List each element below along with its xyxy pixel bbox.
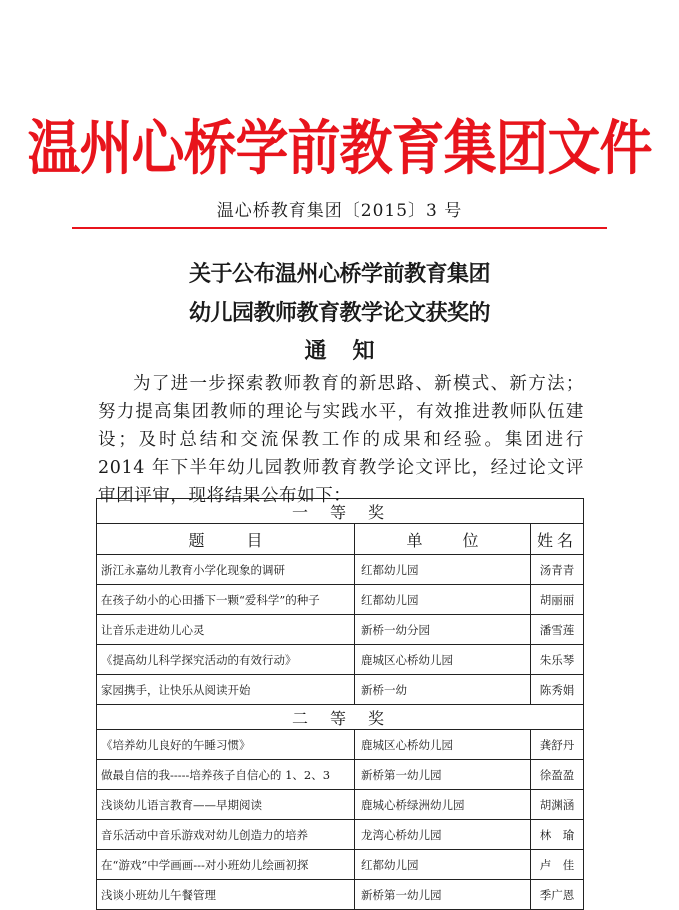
cell-title: 浅谈小班幼儿午餐管理 — [97, 880, 355, 910]
prize-level-row — [97, 705, 584, 730]
cell-name: 季广恩 — [531, 880, 584, 910]
table-row — [97, 675, 584, 705]
column-header-title — [97, 524, 355, 555]
cell-name: 朱乐琴 — [531, 645, 584, 675]
notice-body — [98, 370, 584, 510]
column-header-name — [531, 524, 584, 555]
cell-name: 汤青青 — [531, 555, 584, 585]
cell-name: 徐盈盈 — [531, 760, 584, 790]
cell-title: 做最自信的我-----培养孩子自信心的 1、2、3 — [97, 760, 355, 790]
table-row — [97, 820, 584, 850]
cell-name: 潘雪莲 — [531, 615, 584, 645]
table-row — [97, 790, 584, 820]
cell-unit: 新桥一幼分园 — [355, 615, 531, 645]
cell-unit: 新桥第一幼儿园 — [355, 760, 531, 790]
notice-heading-line-2: 幼儿园教师教育教学论文获奖的 — [188, 300, 490, 326]
cell-unit: 鹿城区心桥幼儿园 — [355, 645, 531, 675]
cell-title: 音乐活动中音乐游戏对幼儿创造力的培养 — [97, 820, 355, 850]
document-number: 温心桥教育集团〔2015〕3 号 — [216, 201, 463, 221]
cell-unit: 鹿城区心桥幼儿园 — [355, 730, 531, 760]
cell-title: 在“游戏”中学画画---对小班幼儿绘画初探 — [97, 850, 355, 880]
cell-title: 家园携手，让快乐从阅读开始 — [97, 675, 355, 705]
column-header-title-label: 题目 — [188, 530, 305, 550]
cell-title: 浙江永嘉幼儿教育小学化现象的调研 — [97, 555, 355, 585]
cell-unit: 新桥第一幼儿园 — [355, 880, 531, 910]
cell-unit: 新桥一幼 — [355, 675, 531, 705]
cell-title: 《培养幼儿良好的午睡习惯》 — [97, 730, 355, 760]
cell-title: 让音乐走进幼儿心灵 — [97, 615, 355, 645]
table-row — [97, 585, 584, 615]
cell-name: 龚舒丹 — [531, 730, 584, 760]
cell-title: 《提高幼儿科学探究活动的有效行动》 — [97, 645, 355, 675]
cell-unit: 红都幼儿园 — [355, 555, 531, 585]
table-row — [97, 615, 584, 645]
table-row — [97, 850, 584, 880]
cell-unit: 鹿城心桥绿洲幼儿园 — [355, 790, 531, 820]
cell-unit: 龙湾心桥幼儿园 — [355, 820, 531, 850]
cell-name: 胡丽丽 — [531, 585, 584, 615]
cell-unit: 红都幼儿园 — [355, 850, 531, 880]
cell-title: 在孩子幼小的心田播下一颗“爱科学”的种子 — [97, 585, 355, 615]
cell-name: 卢 佳 — [531, 850, 584, 880]
column-header-name-label: 姓名 — [537, 530, 578, 550]
column-header-unit — [355, 524, 531, 555]
cell-unit: 红都幼儿园 — [355, 585, 531, 615]
table-row — [97, 760, 584, 790]
table-header-row — [97, 524, 584, 555]
cell-name: 林 瑜 — [531, 820, 584, 850]
notice-heading-line-1: 关于公布温州心桥学前教育集团 — [188, 261, 490, 287]
prize-level-label: 二等奖 — [97, 705, 584, 730]
prize-level-row — [97, 499, 584, 524]
awards-table — [96, 498, 584, 910]
org-title: 温州心桥学前教育集团文件 — [27, 113, 652, 184]
cell-title: 浅谈幼儿语言教育——早期阅读 — [97, 790, 355, 820]
cell-name: 陈秀娟 — [531, 675, 584, 705]
column-header-unit-label: 单位 — [406, 530, 519, 550]
table-row — [97, 555, 584, 585]
table-row — [97, 880, 584, 910]
cell-name: 胡渊涵 — [531, 790, 584, 820]
table-row — [97, 645, 584, 675]
body-paragraph: 为了进一步探索教师教育的新思路、新模式、新方法；努力提高集团教师的理论与实践水平，有效推进教师队伍建设；及时总结和交流保教工作的成果和经验。集团进行 2014 年下半年幼儿园教师教育教学论文评比，经过论文评审团评审，现将结果公布如下： — [98, 374, 584, 506]
prize-level-label: 一等奖 — [97, 499, 584, 524]
table-row — [97, 730, 584, 760]
red-divider — [72, 227, 607, 229]
notice-heading-line-3: 通知 — [304, 338, 401, 364]
